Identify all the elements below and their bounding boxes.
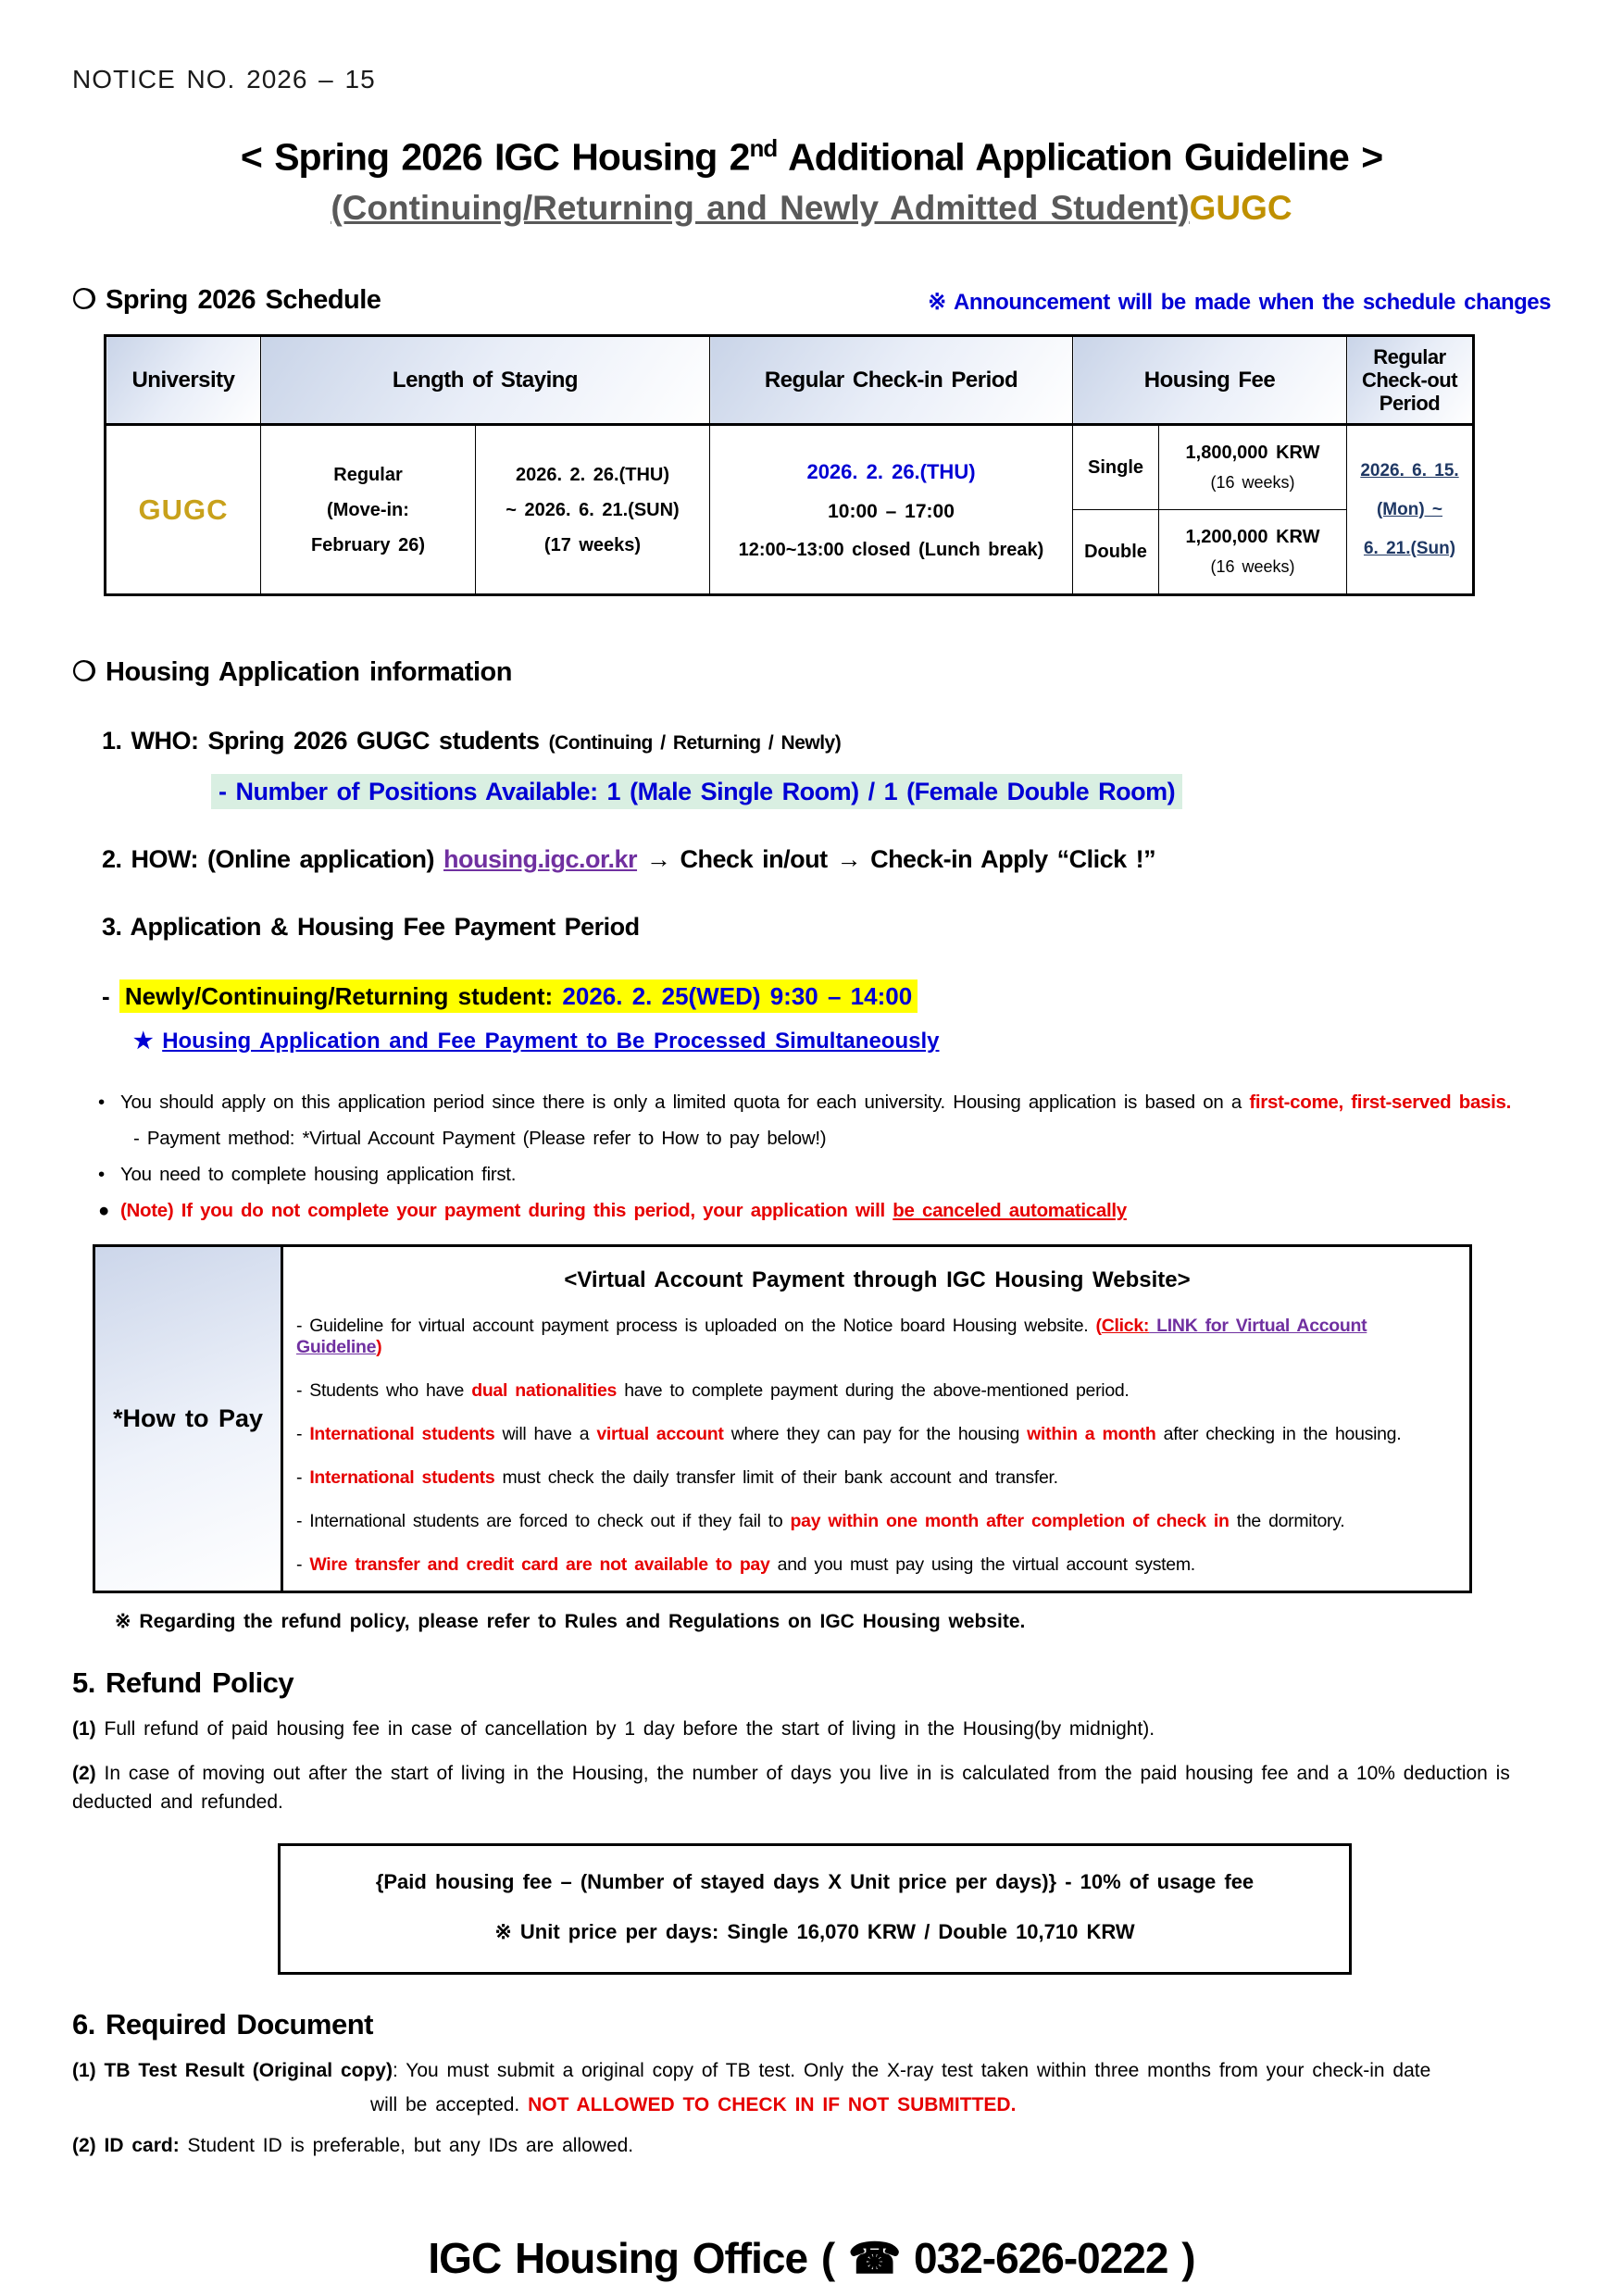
notice-number: NOTICE NO. 2026 – 15 xyxy=(72,65,376,94)
who-text: 1. WHO: Spring 2026 GUGC students xyxy=(102,727,549,755)
item-who xyxy=(102,727,1551,755)
dash: - xyxy=(102,982,119,1011)
refund-rule-2-text: In case of moving out after the start of living in the Housing, the number of days you live in is calculated from the paid housing fee and a 10% deduction is deducted and refunded. xyxy=(72,1762,1510,1814)
text-segment: - xyxy=(296,1467,310,1489)
how-to-pay-content xyxy=(283,1247,1469,1591)
col-header-length-of-staying: Length of Staying xyxy=(261,336,710,425)
refund-rule-1 xyxy=(72,1715,1551,1744)
pay-rule xyxy=(296,1316,1458,1358)
virtual-account-title: <Virtual Account Payment through IGC Housing Website> xyxy=(564,1267,1191,1293)
schedule-table-row-single xyxy=(106,425,1474,510)
checkin-period-cell xyxy=(710,425,1073,595)
text-segment: virtual account xyxy=(596,1424,724,1445)
title-block xyxy=(72,133,1551,230)
page-subtitle xyxy=(72,187,1551,230)
rule-number: (2) xyxy=(72,1762,96,1784)
room-type-double: Double xyxy=(1073,510,1159,595)
checkin-date: 2026. 2. 26.(THU) xyxy=(806,459,976,483)
doc-number: (2) xyxy=(72,2135,96,2157)
required-doc-2 xyxy=(72,2131,1551,2161)
text-segment: - xyxy=(296,1424,310,1445)
note-cancellation-text xyxy=(120,1200,1127,1221)
text-segment: will have a xyxy=(494,1424,597,1445)
length-type-cell xyxy=(261,425,476,595)
col-header-university: University xyxy=(106,336,261,425)
doc-1-warning: NOT ALLOWED TO CHECK IN IF NOT SUBMITTED. xyxy=(528,2094,1017,2116)
text-segment: Wire transfer and credit card are not available to pay xyxy=(309,1554,770,1576)
fee-double-price: 1,200,000 KRW xyxy=(1185,527,1320,548)
required-doc-1 xyxy=(72,2056,1551,2086)
text-segment: after checking in the housing. xyxy=(1155,1424,1402,1445)
office-contact: IGC Housing Office ( ☎ 032-626-0222 ) xyxy=(428,2233,1195,2282)
doc-1-line2-pre: will be accepted. xyxy=(370,2094,529,2116)
note-complete-first xyxy=(98,1164,1551,1186)
application-notes xyxy=(98,1092,1551,1222)
text-segment: within a month xyxy=(1027,1424,1156,1445)
refund-rule-1-text: Full refund of paid housing fee in case of cancellation by 1 day before the start of living in the Housing(by midnight). xyxy=(95,1718,1155,1741)
title-post: Additional Application Guideline > xyxy=(777,135,1383,179)
text-segment: - xyxy=(296,1554,310,1576)
pay-rule xyxy=(296,1380,1458,1402)
pay-rule xyxy=(296,1424,1458,1445)
fee-single-cell xyxy=(1159,425,1347,510)
page-title xyxy=(72,133,1551,181)
doc-1-text: : You must submit a original copy of TB test. Only the X-ray test taken within three months from your check-in date xyxy=(392,2059,1431,2081)
pay-rule xyxy=(296,1511,1458,1532)
fee-single-weeks: (16 weeks) xyxy=(1210,473,1295,493)
note-cancellation xyxy=(98,1200,1551,1222)
text-segment: dual nationalities xyxy=(471,1380,618,1402)
text-segment: have to complete payment during the above-mentioned period. xyxy=(617,1380,1130,1402)
university-cell: GUGC xyxy=(106,425,261,595)
length-line: February 26) xyxy=(310,534,426,555)
schedule-table xyxy=(104,334,1475,596)
simultaneous-note-line xyxy=(133,1028,1551,1054)
rule-number: (1) xyxy=(72,1718,96,1741)
checkout-line: 2026. 6. 15.(Mon) ~ xyxy=(1360,460,1459,519)
fee-double-cell xyxy=(1159,510,1347,595)
subtitle-university-code: GUGC xyxy=(1189,188,1292,227)
text-segment: Click: xyxy=(1101,1316,1150,1337)
payment-period-value: 2026. 2. 25(WED) 9:30 – 14:00 xyxy=(553,982,913,1011)
how-to-pay-label: *How to Pay xyxy=(95,1247,283,1591)
text-segment: International students xyxy=(309,1424,495,1445)
text-segment: You should apply on this application period since there is only a limited quota for each university. Housing application is based on a xyxy=(120,1092,1250,1114)
item-payment-period-heading: 3. Application & Housing Fee Payment Period xyxy=(102,913,640,942)
checkout-line: 6. 21.(Sun) xyxy=(1363,538,1456,558)
text-segment: ) xyxy=(376,1337,382,1358)
housing-website-link[interactable]: housing.igc.or.kr xyxy=(443,845,638,874)
length-line: Regular xyxy=(333,464,403,485)
virtual-account-guideline-link[interactable]: LINK for Virtual Account Guideline xyxy=(296,1316,1367,1358)
how-pre: 2. HOW: (Online application) xyxy=(102,845,444,874)
required-document-heading: 6. Required Document xyxy=(72,2007,373,2040)
checkin-hours: 10:00 – 17:00 xyxy=(828,500,955,522)
star-icon: ★ xyxy=(133,1029,154,1054)
schedule-change-announcement: ※ Announcement will be made when the schedule changes xyxy=(928,290,1551,316)
doc-number: (1) xyxy=(72,2059,96,2081)
length-date-line: (17 weeks) xyxy=(543,534,642,555)
text-segment: must check the daily transfer limit of their bank account and transfer. xyxy=(494,1467,1058,1489)
note-limited-quota xyxy=(98,1092,1551,1114)
title-superscript: nd xyxy=(749,134,778,162)
item-how xyxy=(102,845,1551,874)
note-payment-method xyxy=(111,1128,1551,1150)
room-type-single: Single xyxy=(1073,425,1159,510)
refund-rule-2 xyxy=(72,1759,1551,1817)
note-payment-method-text: - Payment method: *Virtual Account Payment (Please refer to How to pay below!) xyxy=(133,1128,827,1150)
note-limited-quota-text xyxy=(120,1092,1511,1113)
col-header-checkin-period: Regular Check-in Period xyxy=(710,336,1073,425)
col-header-checkout-period: Regular Check-out Period xyxy=(1347,336,1474,425)
unit-price-note: ※ Unit price per days: Single 16,070 KRW / Double 10,710 KRW xyxy=(494,1919,1135,1943)
title-pre: < Spring 2026 IGC Housing 2 xyxy=(240,135,750,179)
text-segment: where they can pay for the housing xyxy=(723,1424,1028,1445)
how-post: → Check in/out → Check-in Apply “Click !” xyxy=(637,845,1156,874)
refund-formula-box xyxy=(278,1843,1352,1975)
text-segment: - Guideline for virtual account payment process is uploaded on the Notice board Housing website. xyxy=(296,1316,1096,1337)
length-dates-cell xyxy=(476,425,710,595)
refund-formula: {Paid housing fee – (Number of stayed days X Unit price per days)} - 10% of usage fee xyxy=(375,1869,1255,1893)
positions-highlight: - Number of Positions Available: 1 (Male Single Room) / 1 (Female Double Room) xyxy=(211,774,1182,809)
note-complete-first-text: You need to complete housing application first. xyxy=(120,1164,517,1186)
fee-double-weeks: (16 weeks) xyxy=(1210,557,1295,577)
bullet-icon: ● xyxy=(98,1200,110,1222)
bullet-icon: • xyxy=(98,1164,105,1186)
schedule-table-header-row xyxy=(106,336,1474,425)
text-segment: be canceled automatically xyxy=(893,1200,1127,1222)
refund-policy-note: ※ Regarding the refund policy, please refer to Rules and Regulations on IGC Housing website. xyxy=(115,1611,1026,1633)
length-date-line: ~ 2026. 6. 21.(SUN) xyxy=(506,499,680,520)
doc-2-text: Student ID is preferable, but any IDs are allowed. xyxy=(179,2135,634,2157)
who-paren: (Continuing / Returning / Newly) xyxy=(548,732,842,755)
doc-2-name: ID card: xyxy=(95,2135,180,2157)
schedule-heading-row xyxy=(72,283,1551,316)
text-segment: and you must pay using the virtual account system. xyxy=(769,1554,1195,1576)
text-segment: the dormitory. xyxy=(1229,1511,1345,1532)
text-segment: first-come, first-served basis. xyxy=(1249,1092,1512,1114)
simultaneous-note-text: Housing Application and Fee Payment to Be Processed Simultaneously xyxy=(162,1029,940,1054)
length-date-line: 2026. 2. 26.(THU) xyxy=(515,464,670,485)
text-segment: pay within one month after completion of check in xyxy=(790,1511,1230,1532)
col-header-housing-fee: Housing Fee xyxy=(1073,336,1347,425)
pay-rule xyxy=(296,1467,1458,1489)
text-segment: - International students are forced to check out if they fail to xyxy=(296,1511,791,1532)
how-to-pay-box xyxy=(93,1244,1472,1593)
payment-period-line xyxy=(102,982,1551,1011)
text-segment: (Note) If you do not complete your payment during this period, your application will xyxy=(120,1200,893,1222)
length-line: (Move-in: xyxy=(327,499,409,520)
refund-policy-heading: 5. Refund Policy xyxy=(72,1666,294,1700)
bullet-icon: • xyxy=(98,1092,105,1114)
doc-1-name: TB Test Result (Original copy) xyxy=(95,2059,393,2081)
checkin-lunch-break: 12:00~13:00 closed (Lunch break) xyxy=(738,539,1044,560)
text-segment: ( xyxy=(1095,1316,1102,1337)
payment-period-highlight xyxy=(119,980,918,1013)
application-section-heading: ❍ Housing Application information xyxy=(72,657,512,688)
schedule-section-heading: ❍ Spring 2026 Schedule xyxy=(72,285,381,316)
text-segment: - Students who have xyxy=(296,1380,472,1402)
fee-single-price: 1,800,000 KRW xyxy=(1185,443,1320,464)
checkout-period-cell xyxy=(1347,425,1474,595)
positions-available-line xyxy=(211,778,1551,806)
required-doc-1-line2 xyxy=(370,2094,1551,2116)
text-segment: International students xyxy=(309,1467,495,1489)
subtitle-students: (Continuing/Returning and Newly Admitted Student) xyxy=(331,188,1190,227)
pay-rule xyxy=(296,1554,1458,1576)
payment-period-label: Newly/Continuing/Returning student: xyxy=(124,982,554,1011)
